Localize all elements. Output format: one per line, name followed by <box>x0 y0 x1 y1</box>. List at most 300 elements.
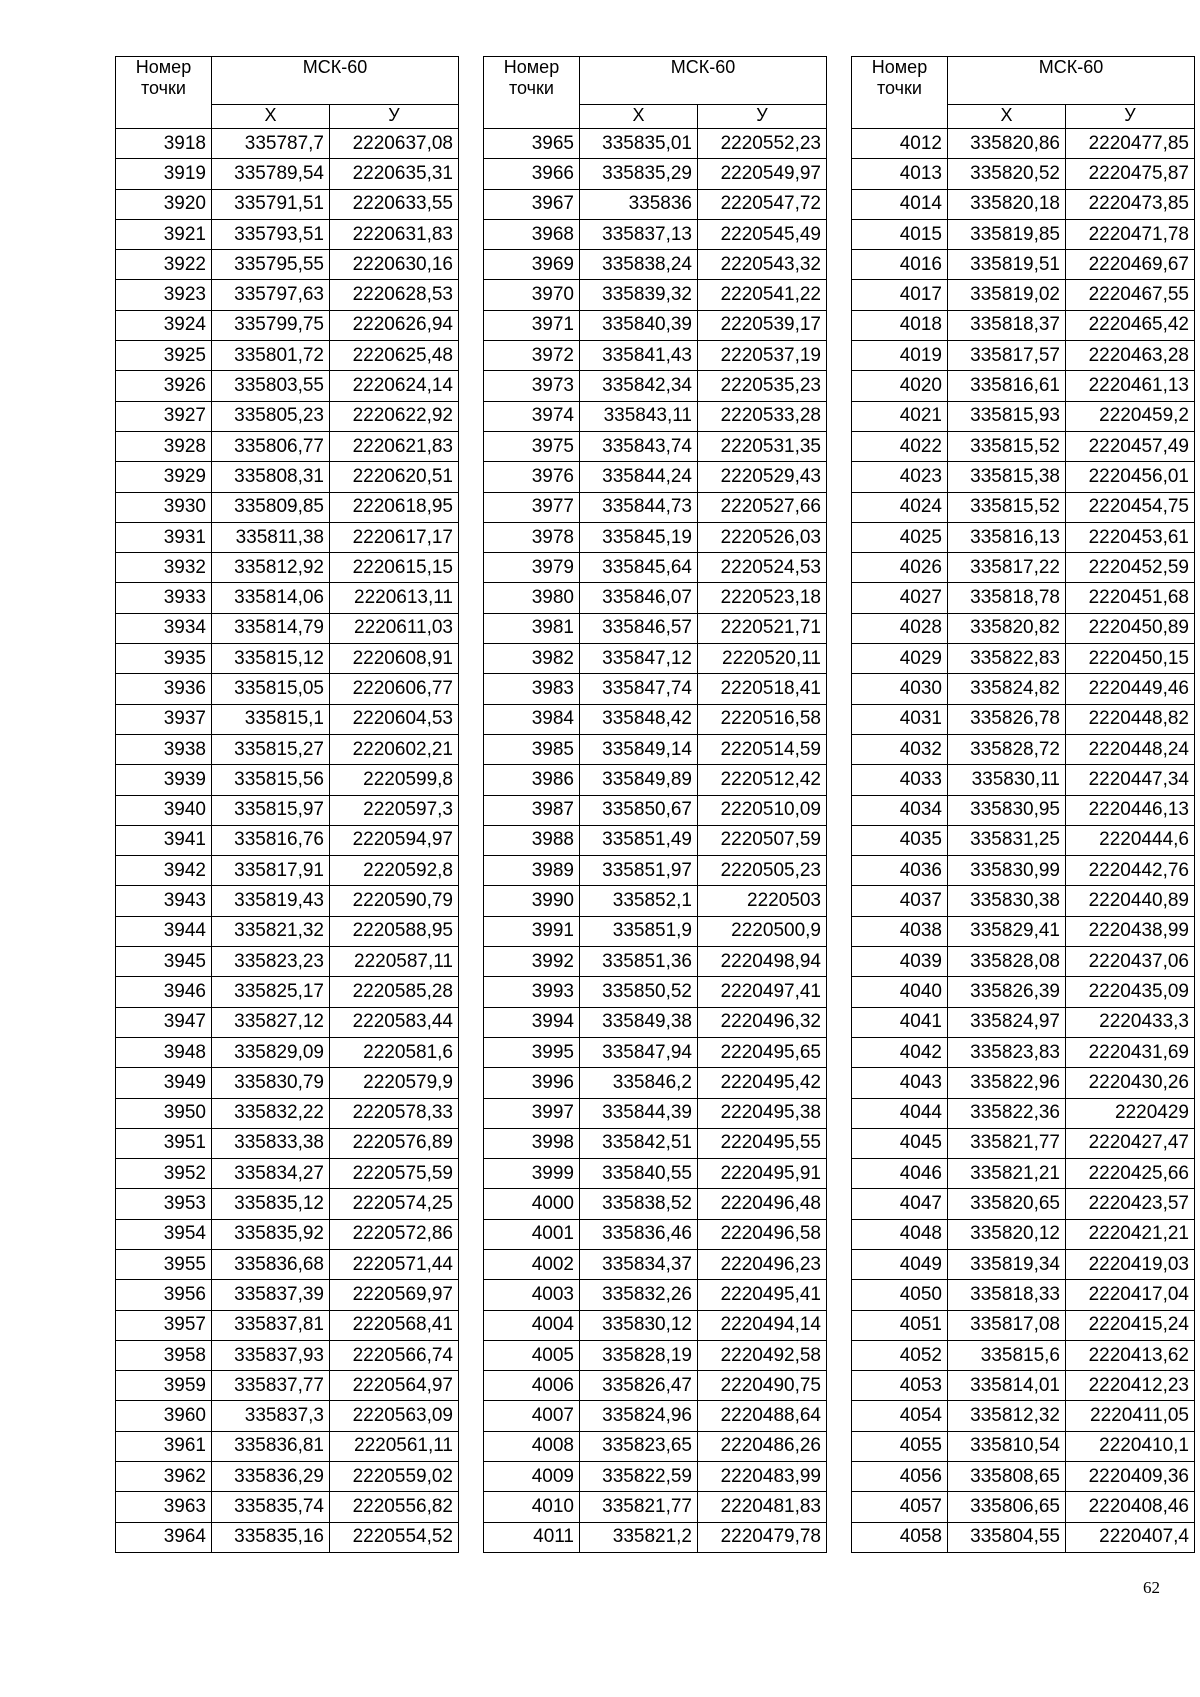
x-coordinate-cell: 335837,77 <box>212 1371 330 1401</box>
point-number-cell: 3981 <box>484 613 580 643</box>
y-coordinate-cell: 2220500,9 <box>698 916 827 946</box>
x-coordinate-cell: 335843,11 <box>580 401 698 431</box>
header-point-number: Номер точки <box>116 57 212 129</box>
table-row <box>484 674 827 704</box>
y-coordinate-cell: 2220412,23 <box>1066 1371 1195 1401</box>
x-coordinate-cell: 335836,46 <box>580 1219 698 1249</box>
x-coordinate-cell: 335844,39 <box>580 1098 698 1128</box>
table-row <box>116 492 459 522</box>
y-coordinate-cell: 2220552,23 <box>698 129 827 159</box>
y-coordinate-cell: 2220419,03 <box>1066 1249 1195 1279</box>
coordinate-table-3 <box>851 56 1195 1553</box>
point-number-cell: 3945 <box>116 947 212 977</box>
y-coordinate-cell: 2220507,59 <box>698 825 827 855</box>
table-row <box>484 129 827 159</box>
point-number-cell: 3930 <box>116 492 212 522</box>
x-coordinate-cell: 335826,78 <box>948 704 1066 734</box>
y-coordinate-cell: 2220626,94 <box>330 310 459 340</box>
coordinate-table-2 <box>483 56 827 1553</box>
table-row <box>484 1310 827 1340</box>
table-row <box>116 431 459 461</box>
page-number: 62 <box>1143 1578 1160 1597</box>
x-coordinate-cell: 335822,36 <box>948 1098 1066 1128</box>
x-coordinate-cell: 335822,83 <box>948 644 1066 674</box>
y-coordinate-cell: 2220545,49 <box>698 219 827 249</box>
point-number-cell: 3974 <box>484 401 580 431</box>
table-row <box>116 522 459 552</box>
y-coordinate-cell: 2220585,28 <box>330 977 459 1007</box>
table-row <box>852 734 1195 764</box>
point-number-cell: 4017 <box>852 280 948 310</box>
y-coordinate-cell: 2220523,18 <box>698 583 827 613</box>
table-row <box>484 916 827 946</box>
point-number-cell: 4022 <box>852 431 948 461</box>
table-row <box>484 734 827 764</box>
table-row <box>116 886 459 916</box>
point-number-cell: 4027 <box>852 583 948 613</box>
table-row <box>852 371 1195 401</box>
x-coordinate-cell: 335805,23 <box>212 401 330 431</box>
x-coordinate-cell: 335816,76 <box>212 825 330 855</box>
y-coordinate-cell: 2220461,13 <box>1066 371 1195 401</box>
point-number-cell: 3943 <box>116 886 212 916</box>
point-number-cell: 3964 <box>116 1522 212 1552</box>
point-number-cell: 3969 <box>484 250 580 280</box>
y-coordinate-cell: 2220633,55 <box>330 189 459 219</box>
table-row <box>116 916 459 946</box>
y-coordinate-cell: 2220561,11 <box>330 1431 459 1461</box>
y-coordinate-cell: 2220467,55 <box>1066 280 1195 310</box>
point-number-cell: 4040 <box>852 977 948 1007</box>
table-row <box>116 129 459 159</box>
table-row <box>484 219 827 249</box>
point-number-cell: 3927 <box>116 401 212 431</box>
table-row <box>116 765 459 795</box>
x-coordinate-cell: 335837,13 <box>580 219 698 249</box>
table-row <box>852 280 1195 310</box>
point-number-cell: 3973 <box>484 371 580 401</box>
x-coordinate-cell: 335791,51 <box>212 189 330 219</box>
y-coordinate-cell: 2220635,31 <box>330 159 459 189</box>
y-coordinate-cell: 2220505,23 <box>698 856 827 886</box>
x-coordinate-cell: 335826,47 <box>580 1371 698 1401</box>
x-coordinate-cell: 335822,59 <box>580 1462 698 1492</box>
x-coordinate-cell: 335814,01 <box>948 1371 1066 1401</box>
y-coordinate-cell: 2220483,99 <box>698 1462 827 1492</box>
x-coordinate-cell: 335818,37 <box>948 310 1066 340</box>
table-row <box>484 795 827 825</box>
x-coordinate-cell: 335815,52 <box>948 492 1066 522</box>
point-number-cell: 4036 <box>852 856 948 886</box>
table-row <box>484 1462 827 1492</box>
point-number-cell: 3980 <box>484 583 580 613</box>
y-coordinate-cell: 2220618,95 <box>330 492 459 522</box>
x-coordinate-cell: 335808,65 <box>948 1462 1066 1492</box>
y-coordinate-cell: 2220547,72 <box>698 189 827 219</box>
table-row <box>116 1522 459 1552</box>
table-row <box>852 674 1195 704</box>
y-coordinate-cell: 2220602,21 <box>330 734 459 764</box>
y-coordinate-cell: 2220587,11 <box>330 947 459 977</box>
y-coordinate-cell: 2220599,8 <box>330 765 459 795</box>
x-coordinate-cell: 335840,55 <box>580 1159 698 1189</box>
table-body <box>852 129 1195 1553</box>
y-coordinate-cell: 2220583,44 <box>330 1007 459 1037</box>
table-row <box>484 1371 827 1401</box>
table-row <box>484 1219 827 1249</box>
point-number-cell: 3988 <box>484 825 580 855</box>
header-coordinate-system: МСК-60 <box>948 57 1195 105</box>
x-coordinate-cell: 335815,52 <box>948 431 1066 461</box>
x-coordinate-cell: 335830,38 <box>948 886 1066 916</box>
y-coordinate-cell: 2220543,32 <box>698 250 827 280</box>
point-number-cell: 4016 <box>852 250 948 280</box>
y-coordinate-cell: 2220429 <box>1066 1098 1195 1128</box>
x-coordinate-cell: 335812,32 <box>948 1401 1066 1431</box>
table-row <box>852 1371 1195 1401</box>
point-number-cell: 3936 <box>116 674 212 704</box>
x-coordinate-cell: 335819,43 <box>212 886 330 916</box>
y-coordinate-cell: 2220454,75 <box>1066 492 1195 522</box>
y-coordinate-cell: 2220444,6 <box>1066 825 1195 855</box>
point-number-cell: 3922 <box>116 250 212 280</box>
point-number-cell: 4043 <box>852 1068 948 1098</box>
table-row <box>116 189 459 219</box>
x-coordinate-cell: 335849,89 <box>580 765 698 795</box>
table-row <box>116 734 459 764</box>
point-number-cell: 4005 <box>484 1340 580 1370</box>
x-coordinate-cell: 335842,34 <box>580 371 698 401</box>
y-coordinate-cell: 2220448,82 <box>1066 704 1195 734</box>
y-coordinate-cell: 2220488,64 <box>698 1401 827 1431</box>
y-coordinate-cell: 2220457,49 <box>1066 431 1195 461</box>
table-row <box>484 280 827 310</box>
point-number-cell: 3935 <box>116 644 212 674</box>
x-coordinate-cell: 335829,09 <box>212 1037 330 1067</box>
table-row <box>852 341 1195 371</box>
x-coordinate-cell: 335799,75 <box>212 310 330 340</box>
point-number-cell: 3992 <box>484 947 580 977</box>
coordinate-table-1 <box>115 56 459 1553</box>
table-row <box>484 1522 827 1552</box>
x-coordinate-cell: 335834,37 <box>580 1249 698 1279</box>
point-number-cell: 4057 <box>852 1492 948 1522</box>
table-row <box>484 1128 827 1158</box>
point-number-cell: 3976 <box>484 462 580 492</box>
x-coordinate-cell: 335836 <box>580 189 698 219</box>
x-coordinate-cell: 335820,65 <box>948 1189 1066 1219</box>
point-number-cell: 3983 <box>484 674 580 704</box>
point-number-cell: 3925 <box>116 341 212 371</box>
table-row <box>116 1219 459 1249</box>
y-coordinate-cell: 2220631,83 <box>330 219 459 249</box>
header-point-number: Номер точки <box>484 57 580 129</box>
x-coordinate-cell: 335825,17 <box>212 977 330 1007</box>
point-number-cell: 4023 <box>852 462 948 492</box>
point-number-cell: 3997 <box>484 1098 580 1128</box>
table-row <box>116 1128 459 1158</box>
header-point-number: Номер точки <box>852 57 948 129</box>
y-coordinate-cell: 2220421,21 <box>1066 1219 1195 1249</box>
x-coordinate-cell: 335795,55 <box>212 250 330 280</box>
x-coordinate-cell: 335839,32 <box>580 280 698 310</box>
point-number-cell: 4029 <box>852 644 948 674</box>
x-coordinate-cell: 335836,68 <box>212 1249 330 1279</box>
y-coordinate-cell: 2220437,06 <box>1066 947 1195 977</box>
point-number-cell: 3920 <box>116 189 212 219</box>
point-number-cell: 3961 <box>116 1431 212 1461</box>
y-coordinate-cell: 2220503 <box>698 886 827 916</box>
y-coordinate-cell: 2220407,4 <box>1066 1522 1195 1552</box>
y-coordinate-cell: 2220624,14 <box>330 371 459 401</box>
table-row <box>852 1098 1195 1128</box>
point-number-cell: 3946 <box>116 977 212 1007</box>
point-number-cell: 3942 <box>116 856 212 886</box>
y-coordinate-cell: 2220465,42 <box>1066 310 1195 340</box>
table-row <box>852 1280 1195 1310</box>
table-row <box>852 977 1195 1007</box>
y-coordinate-cell: 2220495,55 <box>698 1128 827 1158</box>
point-number-cell: 3972 <box>484 341 580 371</box>
point-number-cell: 3979 <box>484 553 580 583</box>
y-coordinate-cell: 2220559,02 <box>330 1462 459 1492</box>
x-coordinate-cell: 335830,12 <box>580 1310 698 1340</box>
y-coordinate-cell: 2220431,69 <box>1066 1037 1195 1067</box>
table-row <box>852 310 1195 340</box>
table-row <box>484 1098 827 1128</box>
table-row <box>484 1037 827 1067</box>
point-number-cell: 3960 <box>116 1401 212 1431</box>
point-number-cell: 3918 <box>116 129 212 159</box>
x-coordinate-cell: 335828,72 <box>948 734 1066 764</box>
x-coordinate-cell: 335844,73 <box>580 492 698 522</box>
y-coordinate-cell: 2220481,83 <box>698 1492 827 1522</box>
point-number-cell: 3932 <box>116 553 212 583</box>
point-number-cell: 4051 <box>852 1310 948 1340</box>
x-coordinate-cell: 335815,1 <box>212 704 330 734</box>
x-coordinate-cell: 335793,51 <box>212 219 330 249</box>
y-coordinate-cell: 2220520,11 <box>698 644 827 674</box>
point-number-cell: 4009 <box>484 1462 580 1492</box>
point-number-cell: 3975 <box>484 431 580 461</box>
x-coordinate-cell: 335820,52 <box>948 159 1066 189</box>
point-number-cell: 3919 <box>116 159 212 189</box>
y-coordinate-cell: 2220446,13 <box>1066 795 1195 825</box>
x-coordinate-cell: 335837,93 <box>212 1340 330 1370</box>
header-x: Х <box>212 105 330 129</box>
point-number-cell: 4049 <box>852 1249 948 1279</box>
header-x: Х <box>580 105 698 129</box>
x-coordinate-cell: 335819,02 <box>948 280 1066 310</box>
x-coordinate-cell: 335820,86 <box>948 129 1066 159</box>
x-coordinate-cell: 335821,77 <box>580 1492 698 1522</box>
table-row <box>484 492 827 522</box>
point-number-cell: 4000 <box>484 1189 580 1219</box>
point-number-cell: 4044 <box>852 1098 948 1128</box>
point-number-cell: 3970 <box>484 280 580 310</box>
point-number-cell: 4035 <box>852 825 948 855</box>
point-number-cell: 4032 <box>852 734 948 764</box>
x-coordinate-cell: 335852,1 <box>580 886 698 916</box>
point-number-cell: 4045 <box>852 1128 948 1158</box>
point-number-cell: 3984 <box>484 704 580 734</box>
y-coordinate-cell: 2220533,28 <box>698 401 827 431</box>
point-number-cell: 3947 <box>116 1007 212 1037</box>
point-number-cell: 3958 <box>116 1340 212 1370</box>
x-coordinate-cell: 335850,67 <box>580 795 698 825</box>
x-coordinate-cell: 335835,92 <box>212 1219 330 1249</box>
table-row <box>116 159 459 189</box>
point-number-cell: 3931 <box>116 522 212 552</box>
table-row <box>484 977 827 1007</box>
x-coordinate-cell: 335814,79 <box>212 613 330 643</box>
y-coordinate-cell: 2220516,58 <box>698 704 827 734</box>
table-row <box>852 553 1195 583</box>
point-number-cell: 4006 <box>484 1371 580 1401</box>
table-row <box>852 1128 1195 1158</box>
x-coordinate-cell: 335851,49 <box>580 825 698 855</box>
table-row <box>484 462 827 492</box>
table-row <box>852 1007 1195 1037</box>
x-coordinate-cell: 335812,92 <box>212 553 330 583</box>
point-number-cell: 4052 <box>852 1340 948 1370</box>
point-number-cell: 4026 <box>852 553 948 583</box>
point-number-cell: 3995 <box>484 1037 580 1067</box>
y-coordinate-cell: 2220556,82 <box>330 1492 459 1522</box>
x-coordinate-cell: 335821,2 <box>580 1522 698 1552</box>
table-body <box>484 129 827 1553</box>
y-coordinate-cell: 2220512,42 <box>698 765 827 795</box>
point-number-cell: 3948 <box>116 1037 212 1067</box>
y-coordinate-cell: 2220410,1 <box>1066 1431 1195 1461</box>
y-coordinate-cell: 2220537,19 <box>698 341 827 371</box>
y-coordinate-cell: 2220539,17 <box>698 310 827 340</box>
table-row <box>116 553 459 583</box>
x-coordinate-cell: 335823,23 <box>212 947 330 977</box>
x-coordinate-cell: 335833,38 <box>212 1128 330 1158</box>
y-coordinate-cell: 2220576,89 <box>330 1128 459 1158</box>
x-coordinate-cell: 335832,22 <box>212 1098 330 1128</box>
point-number-cell: 4034 <box>852 795 948 825</box>
table-row <box>852 1492 1195 1522</box>
table-row <box>484 704 827 734</box>
point-number-cell: 3921 <box>116 219 212 249</box>
point-number-cell: 4054 <box>852 1401 948 1431</box>
table-row <box>852 765 1195 795</box>
table-row <box>852 462 1195 492</box>
table-row <box>116 371 459 401</box>
table-row <box>852 795 1195 825</box>
table-row <box>484 1340 827 1370</box>
x-coordinate-cell: 335827,12 <box>212 1007 330 1037</box>
point-number-cell: 3990 <box>484 886 580 916</box>
point-number-cell: 4003 <box>484 1280 580 1310</box>
point-number-cell: 3963 <box>116 1492 212 1522</box>
x-coordinate-cell: 335837,81 <box>212 1310 330 1340</box>
table-row <box>116 613 459 643</box>
y-coordinate-cell: 2220413,62 <box>1066 1340 1195 1370</box>
table-row <box>116 341 459 371</box>
point-number-cell: 3965 <box>484 129 580 159</box>
table-row <box>852 1462 1195 1492</box>
table-row <box>484 825 827 855</box>
x-coordinate-cell: 335815,12 <box>212 644 330 674</box>
y-coordinate-cell: 2220637,08 <box>330 129 459 159</box>
point-number-cell: 3968 <box>484 219 580 249</box>
y-coordinate-cell: 2220563,09 <box>330 1401 459 1431</box>
y-coordinate-cell: 2220571,44 <box>330 1249 459 1279</box>
x-coordinate-cell: 335841,43 <box>580 341 698 371</box>
y-coordinate-cell: 2220463,28 <box>1066 341 1195 371</box>
y-coordinate-cell: 2220473,85 <box>1066 189 1195 219</box>
x-coordinate-cell: 335806,77 <box>212 431 330 461</box>
y-coordinate-cell: 2220569,97 <box>330 1280 459 1310</box>
point-number-cell: 4011 <box>484 1522 580 1552</box>
x-coordinate-cell: 335835,16 <box>212 1522 330 1552</box>
point-number-cell: 3955 <box>116 1249 212 1279</box>
x-coordinate-cell: 335801,72 <box>212 341 330 371</box>
y-coordinate-cell: 2220518,41 <box>698 674 827 704</box>
x-coordinate-cell: 335851,97 <box>580 856 698 886</box>
table-row <box>116 856 459 886</box>
table-row <box>116 1401 459 1431</box>
y-coordinate-cell: 2220578,33 <box>330 1098 459 1128</box>
point-number-cell: 3926 <box>116 371 212 401</box>
y-coordinate-cell: 2220575,59 <box>330 1159 459 1189</box>
y-coordinate-cell: 2220606,77 <box>330 674 459 704</box>
y-coordinate-cell: 2220496,32 <box>698 1007 827 1037</box>
point-number-cell: 3956 <box>116 1280 212 1310</box>
table-row <box>116 583 459 613</box>
x-coordinate-cell: 335838,52 <box>580 1189 698 1219</box>
y-coordinate-cell: 2220408,46 <box>1066 1492 1195 1522</box>
y-coordinate-cell: 2220450,15 <box>1066 644 1195 674</box>
x-coordinate-cell: 335797,63 <box>212 280 330 310</box>
y-coordinate-cell: 2220448,24 <box>1066 734 1195 764</box>
x-coordinate-cell: 335847,74 <box>580 674 698 704</box>
point-number-cell: 3966 <box>484 159 580 189</box>
table-row <box>116 644 459 674</box>
y-coordinate-cell: 2220604,53 <box>330 704 459 734</box>
x-coordinate-cell: 335821,32 <box>212 916 330 946</box>
table-row <box>484 947 827 977</box>
x-coordinate-cell: 335789,54 <box>212 159 330 189</box>
point-number-cell: 4014 <box>852 189 948 219</box>
point-number-cell: 3928 <box>116 431 212 461</box>
table-row <box>116 1462 459 1492</box>
y-coordinate-cell: 2220554,52 <box>330 1522 459 1552</box>
table-row <box>484 1159 827 1189</box>
y-coordinate-cell: 2220409,36 <box>1066 1462 1195 1492</box>
point-number-cell: 3959 <box>116 1371 212 1401</box>
x-coordinate-cell: 335818,78 <box>948 583 1066 613</box>
x-coordinate-cell: 335834,27 <box>212 1159 330 1189</box>
table-row <box>484 341 827 371</box>
table-row <box>484 159 827 189</box>
point-number-cell: 3940 <box>116 795 212 825</box>
table-row <box>852 1189 1195 1219</box>
table-row <box>116 280 459 310</box>
table-row <box>116 1492 459 1522</box>
y-coordinate-cell: 2220486,26 <box>698 1431 827 1461</box>
y-coordinate-cell: 2220495,91 <box>698 1159 827 1189</box>
x-coordinate-cell: 335821,21 <box>948 1159 1066 1189</box>
point-number-cell: 4058 <box>852 1522 948 1552</box>
y-coordinate-cell: 2220477,85 <box>1066 129 1195 159</box>
x-coordinate-cell: 335809,85 <box>212 492 330 522</box>
x-coordinate-cell: 335830,11 <box>948 765 1066 795</box>
table-row <box>484 1280 827 1310</box>
